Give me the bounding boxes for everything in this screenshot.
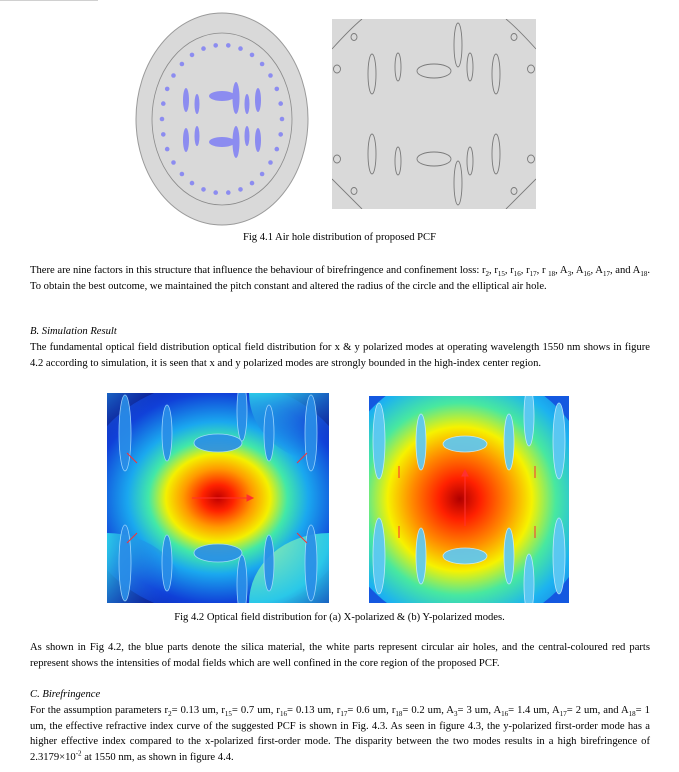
ring-air-hole <box>278 132 283 137</box>
paragraph-parameters: There are nine factors in this structure that influence the behaviour of birefringence and confinement loss: $r_2$, $r_{15}$, $r_{16}$, $r_{17}$, r $_{18}$, $A_3$, $A_{16}$, $A_{17}$, and $A_{18}$. To obtain the best outcome, we maintained the pitch constant and altered the radius of the circle and the elliptical air hole. <box>30 265 650 292</box>
ring-air-hole <box>165 87 170 92</box>
ring-air-hole <box>278 101 283 106</box>
ring-air-hole <box>275 87 280 92</box>
ring-air-hole <box>213 43 218 48</box>
figure-4-2-caption: Fig 4.2 Optical field distribution for (a) X-polarized & (b) Y-polarized modes. <box>174 612 505 623</box>
ring-air-hole <box>280 117 285 122</box>
section-c-heading: C. Birefringence <box>30 689 101 700</box>
ring-air-hole <box>250 181 255 186</box>
ring-air-hole <box>171 160 176 165</box>
ring-air-hole <box>180 172 185 177</box>
ring-air-hole <box>165 147 170 152</box>
ring-air-hole <box>190 53 195 58</box>
figure-4-1-caption: Fig 4.1 Air hole distribution of proposed PCF <box>242 232 437 243</box>
pcf-zoom-geometry-figure <box>332 19 536 209</box>
ring-air-hole <box>161 132 166 137</box>
ring-air-hole <box>226 43 231 48</box>
paragraph-field-explanation: As shown in Fig 4.2, the blue parts denote the silica material, the white parts represent circular air holes, and the central-coloured red parts represent shows the intensities of modal fields which are well confined in the core region of the proposed PCF. <box>30 642 650 669</box>
ring-air-hole <box>161 101 166 106</box>
ring-air-hole <box>268 160 273 165</box>
top-rule <box>0 0 98 1</box>
ring-air-hole <box>250 53 255 58</box>
ring-air-hole <box>275 147 280 152</box>
pcf-cross-section-figure <box>135 12 310 226</box>
ring-air-hole <box>238 187 243 192</box>
paragraph-simulation-result: The fundamental optical field distribution optical field distribution for x & y polarized modes at operating wavelength 1550 nm shows in figure 4.2 according to simulation, it is seen that x and y polarized modes are strongly bounded in the high-index center region. <box>30 342 650 369</box>
ring-air-hole <box>160 117 165 122</box>
ring-air-hole <box>260 172 265 177</box>
ring-air-hole <box>201 187 206 192</box>
ring-air-hole <box>190 181 195 186</box>
ring-air-hole <box>268 73 273 78</box>
ring-air-hole <box>180 62 185 67</box>
ring-air-hole <box>226 190 231 195</box>
paragraph-birefringence: For the assumption parameters $r_2= 0.13$ um, $r_{15}= 0.7$ um, $r_{16}= 0.13$ um, $r_{17}= 0.6$ um, $r_{18}= 0.2$ um, $A_3= 3$ um, $A_{16}= 1.4$ um, $A_{17}= 2$ um, and $A_{18}= 1$ um, the effective refractive index curve of the suggested PCF is shown in Fig. 4.3. As seen in figure 4.3, the y-polarized first-order mode has a higher effective index compared to the x-polarized first-order mode. The disparity between the two modes results in a high birefringence of $2.3179\times 10^{-2}$ at 1550 nm, as shown in figure 4.4. <box>30 705 650 763</box>
y-polarized-field-map <box>369 396 569 603</box>
x-polarized-field-map <box>107 393 329 603</box>
ring-air-hole <box>238 46 243 51</box>
ring-air-hole <box>260 62 265 67</box>
ring-air-hole <box>213 190 218 195</box>
section-b-heading: B. Simulation Result <box>30 326 117 337</box>
ring-air-hole <box>171 73 176 78</box>
ring-air-hole <box>201 46 206 51</box>
